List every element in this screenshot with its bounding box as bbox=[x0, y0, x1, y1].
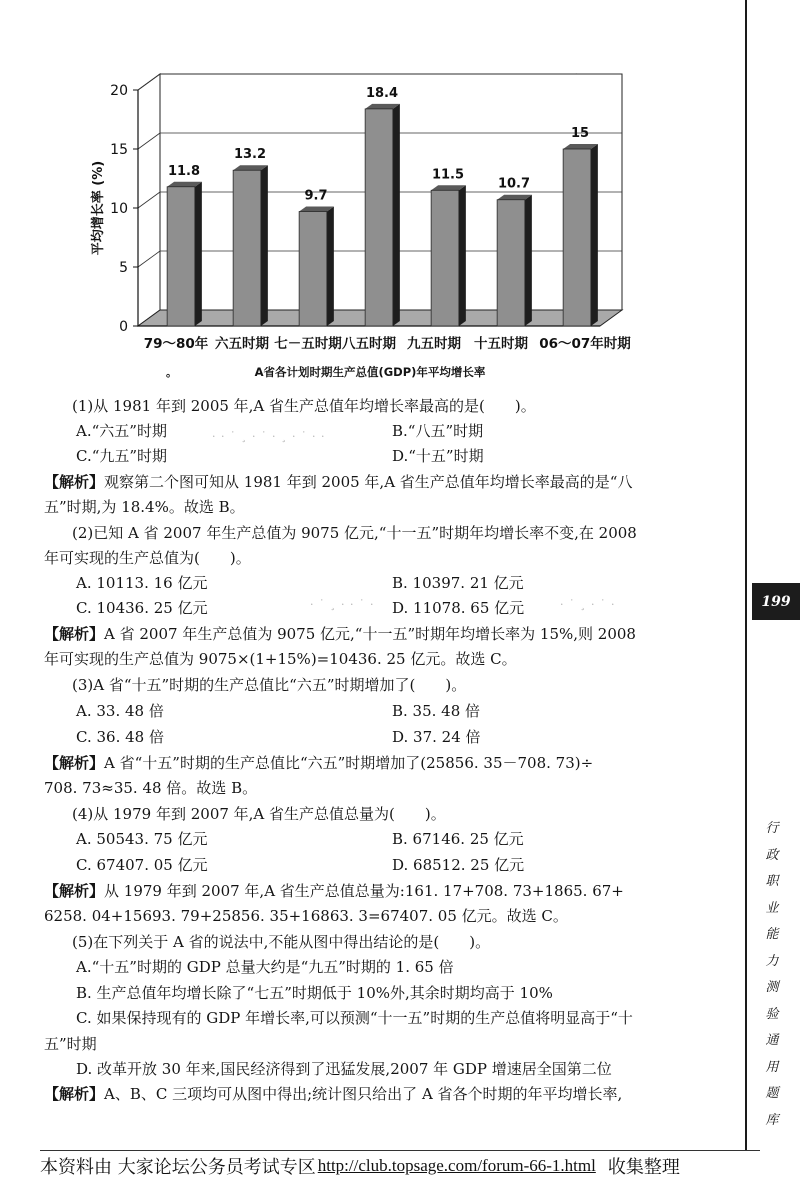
page-number-tab: 199 bbox=[752, 583, 800, 620]
q1-analysis-tag: 【解析】 bbox=[44, 473, 105, 491]
q4-analysis-tag: 【解析】 bbox=[44, 882, 105, 900]
q2-stem-line-2: 年可实现的生产总值为( )。 bbox=[44, 549, 251, 567]
q4-stem: (4)从 1979 年到 2007 年,A 省生产总值总量为( )。 bbox=[72, 805, 446, 823]
q4-option-b: B. 67146. 25 亿元 bbox=[392, 830, 524, 848]
q2-stem-line-1: (2)已知 A 省 2007 年生产总值为 9075 亿元,“十一五”时期年均增长率不变,在 2008 bbox=[72, 524, 637, 542]
q1-option-c: C.“九五”时期 bbox=[76, 447, 168, 465]
q4-option-d: D. 68512. 25 亿元 bbox=[392, 856, 525, 874]
y-tick-label: 0 bbox=[119, 319, 128, 335]
q5-analysis-text: A、B、C 三项均可从图中得出;统计图只给出了 A 省各个时期的年平均增长率, bbox=[104, 1085, 623, 1103]
chart-caption: A省各计划时期生产总值(GDP)年平均增长率 bbox=[254, 365, 486, 379]
q4-analysis-line-1 bbox=[44, 881, 712, 901]
bar bbox=[365, 109, 393, 326]
y-axis-title: 平均增长率 (%) bbox=[91, 160, 106, 256]
bar-side-face bbox=[261, 165, 268, 326]
footer-banner bbox=[40, 1153, 760, 1178]
q1-stem: (1)从 1981 年到 2005 年,A 省生产总值年均增长率最高的是( )。 bbox=[72, 397, 536, 415]
footer-suffix: 收集整理 bbox=[607, 1156, 680, 1178]
scan-noise: · ˙ ¸ · ˙ · bbox=[560, 598, 616, 611]
bar bbox=[497, 200, 525, 326]
q3-option-b: B. 35. 48 倍 bbox=[392, 702, 481, 720]
y-tick-label: 5 bbox=[119, 260, 128, 276]
x-category-label: 79～80年 bbox=[143, 336, 209, 352]
bar-value-label: 10.7 bbox=[497, 176, 531, 192]
q5-stem: (5)在下列关于 A 省的说法中,不能从图中得出结论的是( )。 bbox=[72, 933, 491, 951]
bar bbox=[431, 190, 459, 326]
q5-option-b: B. 生产总值年均增长除了“七五”时期低于 10%外,其余时期均高于 10% bbox=[76, 984, 553, 1002]
side-book-title: 行 政 职 业 能 力 测 验 通 用 题 库 bbox=[765, 821, 779, 1128]
q3-analysis-line-2: 708. 73≈35. 48 倍。故选 B。 bbox=[44, 779, 258, 797]
y-tick-label: 20 bbox=[110, 83, 128, 99]
q5-option-d: D. 改革开放 30 年来,国民经济得到了迅猛发展,2007 年 GDP 增速居全国第二位 bbox=[76, 1060, 612, 1078]
bar-value-label: 13.2 bbox=[233, 147, 267, 163]
q1-option-a: A.“六五”时期 bbox=[76, 422, 167, 440]
scan-noise: · · ˙ ¸ · ˙ · ¸ · ˙ · · bbox=[212, 430, 326, 443]
bar-side-face bbox=[459, 185, 466, 326]
bar bbox=[167, 187, 195, 326]
q3-analysis-line-1 bbox=[44, 753, 712, 773]
x-category-label: 八五时期 bbox=[342, 336, 396, 352]
x-category-label: 九五时期 bbox=[407, 336, 461, 352]
caption-dot: 。 bbox=[166, 366, 177, 379]
q2-analysis-line-2: 年可实现的生产总值为 9075×(1+15%)=10436. 25 亿元。故选 C。 bbox=[44, 650, 517, 668]
x-category-label: 十五时期 bbox=[474, 336, 528, 352]
bar bbox=[233, 170, 261, 326]
q2-option-b: B. 10397. 21 亿元 bbox=[392, 574, 524, 592]
bar-value-label: 11.8 bbox=[167, 163, 201, 179]
bar bbox=[563, 149, 591, 326]
bar-value-label: 18.4 bbox=[365, 85, 399, 101]
q5-option-c-line-2: 五”时期 bbox=[44, 1035, 97, 1053]
margin-rule bbox=[745, 0, 747, 1150]
bar-side-face bbox=[591, 144, 598, 326]
footer-prefix: 本资料由 大家论坛公务员考试专区 bbox=[40, 1156, 316, 1178]
bar bbox=[299, 212, 327, 326]
q1-option-d: D.“十五”时期 bbox=[392, 447, 484, 465]
q1-analysis-line-1 bbox=[44, 472, 712, 492]
y-tick-label: 15 bbox=[110, 142, 128, 158]
q2-option-c: C. 10436. 25 亿元 bbox=[76, 599, 208, 617]
q3-option-d: D. 37. 24 倍 bbox=[392, 728, 481, 746]
q5-option-c-line-1: C. 如果保持现有的 GDP 年增长率,可以预测“十一五”时期的生产总值将明显高于“十 bbox=[76, 1009, 633, 1027]
q5-option-a: A.“十五”时期的 GDP 总量大约是“九五”时期的 1. 65 倍 bbox=[76, 958, 454, 976]
q3-stem: (3)A 省“十五”时期的生产总值比“六五”时期增加了( )。 bbox=[72, 676, 467, 694]
q3-option-c: C. 36. 48 倍 bbox=[76, 728, 164, 746]
bar-side-face bbox=[195, 182, 202, 326]
x-category-label: 06～07年时期 bbox=[539, 336, 631, 352]
y-tick-label: 10 bbox=[110, 201, 128, 217]
footer-rule bbox=[40, 1150, 760, 1151]
q4-analysis-line-2: 6258. 04+15693. 79+25856. 35+16863. 3=67407. 05 亿元。故选 C。 bbox=[44, 907, 568, 925]
q1-option-b: B.“八五”时期 bbox=[392, 422, 484, 440]
q4-analysis-text: 从 1979 年到 2007 年,A 省生产总值总量为:161. 17+708. 73+1865. 67+ bbox=[104, 882, 624, 900]
bar-value-label: 11.5 bbox=[431, 167, 465, 183]
bar-side-face bbox=[525, 195, 532, 326]
q3-analysis-text: A 省“十五”时期的生产总值比“六五”时期增加了(25856. 35－708. 73)÷ bbox=[104, 754, 594, 772]
q2-analysis-text: A 省 2007 年生产总值为 9075 亿元,“十一五”时期年均增长率为 15%,则 2008 bbox=[104, 625, 636, 643]
bar-side-face bbox=[393, 104, 400, 326]
bar-side-face bbox=[327, 207, 334, 326]
footer-link[interactable]: http://club.topsage.com/forum-66-1.html bbox=[317, 1155, 596, 1175]
scan-noise: · ˙ ¸ · · ˙ · bbox=[310, 598, 375, 611]
q2-analysis-tag: 【解析】 bbox=[44, 625, 105, 643]
x-category-label: 七－五时期 bbox=[274, 336, 342, 352]
q2-option-a: A. 10113. 16 亿元 bbox=[76, 574, 208, 592]
x-category-label: 六五时期 bbox=[215, 336, 269, 352]
q5-analysis-tag: 【解析】 bbox=[44, 1085, 105, 1103]
bar-value-label: 15 bbox=[570, 126, 590, 141]
bar-value-label: 9.7 bbox=[304, 188, 328, 204]
q4-option-c: C. 67407. 05 亿元 bbox=[76, 856, 208, 874]
q5-analysis-line-1 bbox=[44, 1084, 712, 1104]
q3-analysis-tag: 【解析】 bbox=[44, 754, 105, 772]
q4-option-a: A. 50543. 75 亿元 bbox=[76, 830, 208, 848]
q1-analysis-line-2: 五”时期,为 18.4%。故选 B。 bbox=[44, 498, 245, 516]
q3-option-a: A. 33. 48 倍 bbox=[76, 702, 164, 720]
q1-analysis-text: 观察第二个图可知从 1981 年到 2005 年,A 省生产总值年均增长率最高的是“八 bbox=[104, 473, 633, 491]
q2-option-d: D. 11078. 65 亿元 bbox=[392, 599, 525, 617]
q2-analysis-line-1 bbox=[44, 624, 712, 644]
growth-rate-bar-chart bbox=[0, 0, 740, 362]
